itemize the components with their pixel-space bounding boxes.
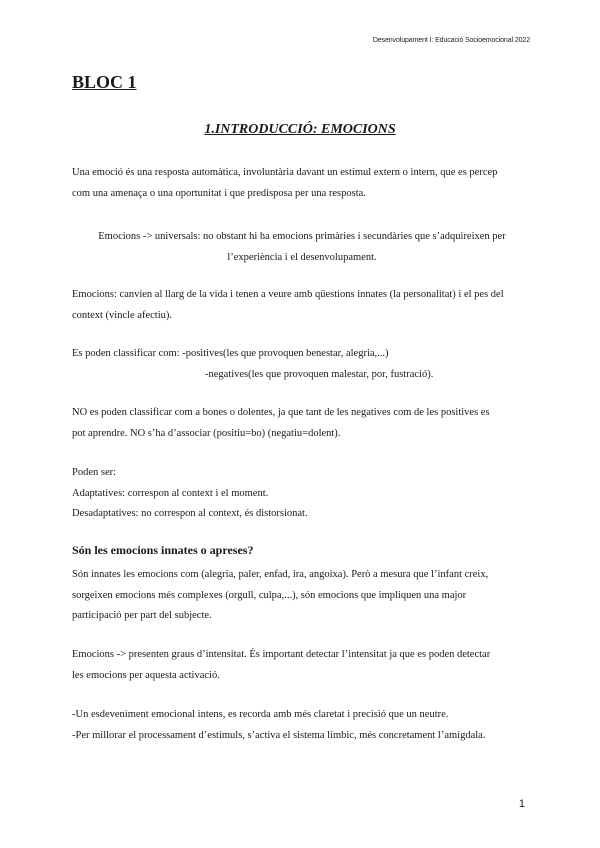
text-line: Es poden classificar com: -positives(les que provoquen benestar, alegria,...) bbox=[72, 348, 389, 359]
text-line: -Per millorar el processament d’estímuls, s’activa el sistema límbic, més concretament l’amígdala. bbox=[72, 729, 486, 741]
text-line: Desadaptatives: no correspon al context, és distorsionat. bbox=[72, 508, 308, 519]
text-line: participació per part del subjecte. bbox=[72, 610, 212, 621]
paragraph-types bbox=[72, 463, 532, 525]
paragraph-classification bbox=[72, 344, 532, 385]
text-line: Emocions: canvien al llarg de la vida i tenen a veure amb qüestions innates (la personalitat) i el pes del bbox=[72, 289, 504, 300]
subheading: Són les emocions innates o apreses? bbox=[72, 543, 254, 557]
text-line: sorgeixen emocions més complexes (orgull, culpa,...), són emocions que impliquen una major bbox=[72, 589, 467, 601]
text-line: Adaptatives: correspon al context i el moment. bbox=[72, 487, 269, 499]
text-line: Poden ser: bbox=[72, 467, 117, 478]
text-line: -negatives(les que provoquen malestar, por, fustració). bbox=[205, 368, 434, 380]
paragraph-universals bbox=[72, 227, 532, 268]
bloc-title: BLOC 1 bbox=[72, 72, 137, 92]
text-line: Són innates les emocions com (alegria, paler, enfad, ira, angoixa). Però a mesura que l’infant creix, bbox=[72, 569, 489, 580]
paragraph-memory bbox=[72, 705, 532, 746]
text-line: pot aprendre. NO s’ha d’associar (positiu=bo) (negatiu=dolent). bbox=[72, 427, 341, 439]
section-title: 1.INTRODUCCIÓ: EMOCIONS bbox=[204, 122, 396, 137]
paragraph-change bbox=[72, 285, 532, 326]
text-line: les emocions per aquesta activació. bbox=[72, 669, 220, 681]
text-line: NO es poden classificar com a bones o dolentes, ja que tant de les negatives com de les positives es bbox=[72, 407, 490, 418]
text-line: l’experiència i el desenvolupament. bbox=[227, 251, 377, 263]
text-line: Emocions -> presenten graus d’intensitat. És important detectar l’intensitat ja que es poden detectar bbox=[72, 649, 491, 660]
running-header: Desenvolupament I: Educació Socioemocional 2022 bbox=[372, 37, 530, 44]
paragraph-not-good-bad bbox=[72, 403, 532, 444]
paragraph-intensity bbox=[72, 645, 532, 686]
paragraph-innate bbox=[72, 565, 532, 627]
text-line: -Un esdeveniment emocional intens, es recorda amb més claretat i precisió que un neutre. bbox=[72, 709, 449, 720]
text-line: Emocions -> universals: no obstant hi ha emocions primàries i secundàries que s’adquireixen per bbox=[98, 231, 506, 242]
text-line: context (vincle afectiu). bbox=[72, 309, 172, 321]
text-line: com una amenaça o una oportunitat i que predisposa per una resposta. bbox=[72, 187, 366, 199]
text-line: Una emoció és una resposta automàtica, involuntària davant un estímul extern o intern, que es percep bbox=[72, 167, 498, 178]
paragraph-definition bbox=[72, 163, 532, 204]
page-number: 1 bbox=[518, 798, 525, 810]
